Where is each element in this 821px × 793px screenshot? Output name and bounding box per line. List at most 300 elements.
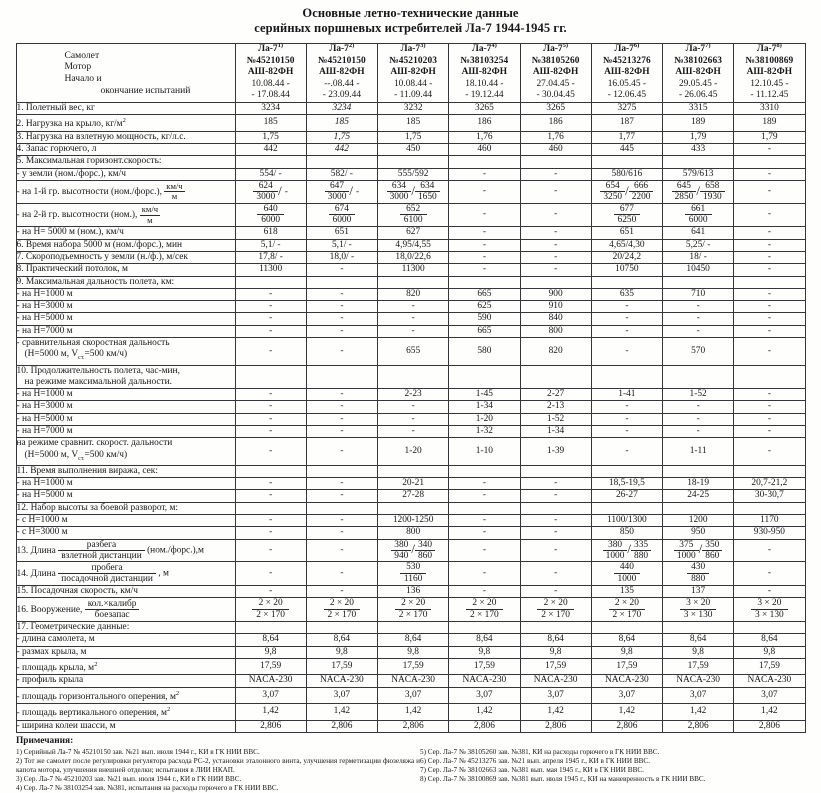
cell-col8: - [734,301,805,313]
table-row [16,325,805,337]
cell-col3 [378,156,449,168]
cell-col4: 1-45 [449,389,520,401]
cell-col2 [306,156,377,168]
table-row [16,168,805,180]
cell-col3: 9,8 [378,646,449,658]
cell-col3: 800 [378,527,449,539]
cell-col2: - [306,562,377,586]
cell-col1: 2,806 [235,720,306,732]
cell-col7: 9,8 [663,646,734,658]
cell-col8: 1170 [734,514,805,526]
cell-col1: 442 [235,143,306,155]
cell-col6: 17,59 [591,658,662,674]
cell-col3: 20-21 [378,478,449,490]
cell-col5: - [520,227,591,239]
cell-col5: 3265 [520,102,591,114]
cell-col2: - [306,264,377,276]
cell-col8 [734,502,805,514]
serial-number: №38103254 [460,55,509,66]
date-end: - 19.12.44 [465,90,504,101]
cell-col3: - [378,313,449,325]
cell-col7: 3315 [663,102,734,114]
cell-col5: 9,8 [520,646,591,658]
cell-col2: - [306,413,377,425]
engine-name: АШ-82ФН [604,67,650,78]
cell-col5: - [520,478,591,490]
column-header-6 [591,41,662,103]
cell-col5: 2-27 [520,389,591,401]
cell-col4 [449,365,520,389]
cell-col6: 1100/1300 [591,514,662,526]
specifications-table [16,43,806,733]
cell-col7: 1-11 [663,438,734,465]
cell-col5 [520,598,591,622]
notes-column-left [16,748,420,793]
date-start: 10.08.44 - [251,78,290,89]
cell-col6 [591,156,662,168]
cell-col6: - [591,413,662,425]
footnote-marker: 4) [491,41,497,49]
cell-col2: 582/ - [306,168,377,180]
value-fraction: $\frac{3 \times 20}{3 \times 130}$ [680,598,717,620]
cell-col1 [235,156,306,168]
cell-col8: - [734,227,805,239]
cell-col1: - [235,426,306,438]
table-row [16,687,805,703]
table-row [16,389,805,401]
cell-col5 [520,276,591,288]
cell-col2: - [306,288,377,300]
date-start: --.08.44 - [324,78,360,89]
cell-col1 [235,365,306,389]
cell-col1: NACA-230 [235,675,306,687]
cell-col3 [378,276,449,288]
row-label: - площадь горизонтального оперения, $м^2$ [16,687,235,703]
cell-col7: - [663,325,734,337]
cell-col7: 24-25 [663,490,734,502]
cell-col8: - [734,539,805,562]
table-row [16,102,805,114]
serial-number: №45210150 [317,55,366,66]
cell-col3: 2,806 [378,720,449,732]
cell-col5: - [520,264,591,276]
notes-section [16,736,805,793]
cell-col4: 186 [449,115,520,131]
cell-col4: - [449,227,520,239]
table-body [16,102,805,732]
cell-col8: 930-950 [734,527,805,539]
footnote-marker: 5) [562,41,569,49]
date-start: 27.04.45 - [536,78,575,89]
cell-col1: 618 [235,227,306,239]
table-row [16,539,805,562]
cell-col3: 17,59 [378,658,449,674]
table-row [16,478,805,490]
footnote-marker: 1) [277,41,284,49]
table-row [16,365,805,389]
cell-col3: 1200-1250 [378,514,449,526]
model-name: Ла-7 [756,44,777,54]
cell-col7 [663,465,734,477]
cell-col5: 800 [520,325,591,337]
row-label: - профиль крыла [16,675,235,687]
cell-col1: - [235,288,306,300]
value-fraction: $\frac{430}{880}$ [687,562,709,584]
cell-col6 [591,598,662,622]
serial-number: №45210203 [389,55,438,66]
cell-col6: 1,77 [591,131,662,143]
cell-col8: - [734,203,805,227]
cell-col4: - [449,527,520,539]
cell-col8: 2,806 [734,720,805,732]
cell-col1: 5,1/ - [235,239,306,251]
cell-col7: - [663,413,734,425]
cell-col3: 4,95/4,55 [378,239,449,251]
cell-col7: 570 [663,338,734,365]
value-double-fraction: 647 3000 / - [325,181,360,203]
cell-col6: 651 [591,227,662,239]
cell-col8: 17,59 [734,658,805,674]
cell-col1: - [235,586,306,598]
serial-number: №45210150 [246,55,295,66]
header-label-engine: Мотор [64,61,92,73]
notes-column-right [420,748,805,793]
cell-col1: 17,59 [235,658,306,674]
cell-col6: 9,8 [591,646,662,658]
cell-col2: - [306,527,377,539]
cell-col1: - [235,539,306,562]
row-label: - на H=1000 м [16,478,235,490]
cell-col7: 18/ - [663,251,734,263]
cell-col4 [449,465,520,477]
table-row [16,622,805,634]
cell-col4: 1-10 [449,438,520,465]
cell-col2: - [306,301,377,313]
cell-col5: 840 [520,313,591,325]
cell-col8: 8,64 [734,634,805,646]
cell-col8: - [734,338,805,365]
cell-col6: 20/24,2 [591,251,662,263]
cell-col1: - [235,490,306,502]
row-label: - на H=1000 м [16,389,235,401]
row-label: 4. Запас горючего, л [16,143,235,155]
footnote-marker: 7) [705,41,711,49]
cell-col2: 5,1/ - [306,239,377,251]
cell-col3 [378,365,449,389]
cell-col5 [520,365,591,389]
footnote-marker: 8) [776,41,782,49]
cell-col3 [378,502,449,514]
row-label: - ширина колеи шасси, м [16,720,235,732]
cell-col7: NACA-230 [663,675,734,687]
row-label: - на H=7000 м [16,325,235,337]
cell-col8: - [734,438,805,465]
cell-col6: 635 [591,288,662,300]
cell-col3: 450 [378,143,449,155]
cell-col5 [520,622,591,634]
cell-col3: - [378,301,449,313]
cell-col8 [734,156,805,168]
value-double-fraction: 380 1000 / 335 880 [603,540,651,562]
row-label: 5. Максимальная горизонт.скорость: [16,156,235,168]
table-row [16,156,805,168]
cell-col8: - [734,389,805,401]
cell-col7: 17,59 [663,658,734,674]
cell-col5: - [520,527,591,539]
cell-col5: 8,64 [520,634,591,646]
value-fraction: $\frac{677}{6250}$ [614,204,641,226]
cell-col3: - [378,325,449,337]
cell-col5: - [520,490,591,502]
cell-col5: 900 [520,288,591,300]
cell-col7: 189 [663,115,734,131]
row-label: - на H=7000 м [16,426,235,438]
cell-col3: - [378,413,449,425]
value-fraction: $\frac{2 \times 20}{2 \times 170}$ [395,598,432,620]
cell-col1: 17,8/ - [235,251,306,263]
cell-col4: 460 [449,143,520,155]
cell-col1: - [235,301,306,313]
cell-col5: - [520,539,591,562]
cell-col3 [378,562,449,586]
note-item: 2) Тот же самолет после регулировки регулятора расхода РС-2, установки эталонного винта, улучшения герметизации фюзеляжа и капота мотора, улучшения внешней отделки; испытания в ЛИИ НКАП. [16,756,420,775]
cell-col7: 5,25/ - [663,239,734,251]
note-item: 8) Сер. Ла-7 № 38100869 зав. №381 вып. июля 1945 г., КИ на маневренность в ГК НИИ ВВС. [420,775,706,784]
value-fraction: $\frac{2 \times 20}{2 \times 170}$ [324,598,361,620]
cell-col2: - [306,389,377,401]
cell-col5 [520,502,591,514]
cell-col2: 442 [306,143,377,155]
table-row [16,338,805,365]
cell-col1: - [235,514,306,526]
cell-col8: - [734,264,805,276]
cell-col3: - [378,401,449,413]
cell-col7: 10450 [663,264,734,276]
row-label: 7. Скороподъемность у земли (н./ф.), м/сек [16,251,235,263]
table-row [16,438,805,465]
cell-col8 [734,598,805,622]
cell-col5: 820 [520,338,591,365]
cell-col3 [378,539,449,562]
cell-col4: 1-20 [449,413,520,425]
cell-col7 [663,156,734,168]
cell-col4: 1-34 [449,401,520,413]
table-row [16,634,805,646]
column-header-5 [520,41,591,103]
row-label: 9. Максимальная дальность полета, км: [16,276,235,288]
cell-col3: 2-23 [378,389,449,401]
cell-col1 [235,203,306,227]
cell-col1: - [235,438,306,465]
value-fraction: $\frac{652}{6100}$ [400,204,427,226]
cell-col3: 1,42 [378,704,449,720]
cell-col7: 433 [663,143,734,155]
value-fraction: $\frac{2 \times 20}{2 \times 170}$ [252,598,289,620]
cell-col8: - [734,313,805,325]
row-label: 1. Полетный вес, кг [16,102,235,114]
engine-name: АШ-82ФН [746,67,793,78]
column-header-4 [449,41,520,103]
note-item: 7) Сер. Ла-7 № 38102663 зав. №381 вып. мая 1945 г., КИ в ГК НИИ ВВС. [420,766,644,775]
table-row [16,675,805,687]
cell-col2 [306,598,377,622]
cell-col1: 8,64 [235,634,306,646]
cell-col5: - [520,251,591,263]
cell-col2: 185 [306,115,377,131]
cell-col2 [306,502,377,514]
cell-col2: 17,59 [306,658,377,674]
cell-col8: - [734,143,805,155]
engine-name: АШ-82ФН [461,67,508,78]
note-item: 4) Сер. Ла-7 № 38103254 зав. №381, испытания на расходы горючего в ГК НИИ ВВС. [16,784,279,793]
cell-col8: 3310 [734,102,805,114]
cell-col8: - [734,426,805,438]
header-label-aircraft: Самолет [64,49,100,61]
cell-col4: NACA-230 [449,675,520,687]
value-double-fraction: 634 3000 / 634 1650 [387,181,440,203]
engine-name: АШ-82ФН [532,67,579,78]
cell-col8: 9,8 [734,646,805,658]
row-label: - на H=3000 м [16,401,235,413]
cell-col6: 1,42 [591,704,662,720]
cell-col4: 665 [449,288,520,300]
cell-col5: - [520,514,591,526]
cell-col4: - [449,239,520,251]
cell-col7: 1200 [663,514,734,526]
cell-col2: - [306,478,377,490]
date-start: 29.05.45 - [678,78,718,89]
unit-fraction: км/ч м [166,180,183,202]
header-labels-cell [16,44,235,103]
cell-col2: - [306,313,377,325]
cell-col6 [591,465,662,477]
cell-col8: 20,7-21,2 [734,478,805,490]
engine-name: АШ-82ФН [319,67,365,78]
cell-col1: 185 [235,115,306,131]
cell-col4 [449,276,520,288]
cell-col5: 910 [520,301,591,313]
cell-col4: 3265 [449,102,520,114]
table-row [16,264,805,276]
cell-col7: - [663,301,734,313]
cell-col7: 3,07 [663,687,734,703]
cell-col3: 185 [378,115,449,131]
serial-number: №45213276 [602,55,651,66]
cell-col6 [591,276,662,288]
value-fraction: $\frac{674}{6000}$ [329,204,356,226]
cell-col5 [520,465,591,477]
table-row [16,180,805,203]
cell-col7: 579/613 [663,168,734,180]
cell-col4: - [449,203,520,227]
table-row [16,465,805,477]
cell-col4: 9,8 [449,646,520,658]
cell-col2 [306,465,377,477]
row-label: - длина самолета, м [16,634,235,646]
cell-col3: - [378,426,449,438]
column-header-8 [734,41,805,103]
footnote-marker: 2) [348,41,355,49]
cell-col8: - [734,180,805,203]
cell-col8: 3,07 [734,687,805,703]
label-fraction: кол.×калибр боезапас [85,599,140,620]
cell-col1: - [235,562,306,586]
value-fraction: $\frac{3 \times 20}{3 \times 130}$ [751,598,788,620]
row-label: - площадь вертикального оперения, $м^2$ [16,704,235,720]
table-row [16,658,805,674]
cell-col2: 3234 [306,102,377,114]
row-label: - на H=3000 м [16,301,235,313]
cell-col3: NACA-230 [378,675,449,687]
row-label: 8. Практический потолок, м [16,264,235,276]
cell-col4: - [449,251,520,263]
cell-col1 [235,276,306,288]
cell-col3: 136 [378,586,449,598]
row-label: - с H=1000 м [16,514,235,526]
row-label: - на H=5000 м [16,413,235,425]
title-line-2: серийных поршневых истребителей Ла-7 1944-1945 гг. [254,21,567,35]
cell-col1: 554/ - [235,168,306,180]
cell-col6: - [591,438,662,465]
cell-col5: 1-34 [520,426,591,438]
cell-col6 [591,562,662,586]
cell-col6: - [591,426,662,438]
value-fraction: $\frac{2 \times 20}{2 \times 170}$ [609,598,646,620]
table-row [16,646,805,658]
cell-col6: 18,5-19,5 [591,478,662,490]
value-fraction: $\frac{661}{6000}$ [685,204,712,226]
cell-col7: 1-52 [663,389,734,401]
cell-col1: 9,8 [235,646,306,658]
date-end: - 23.09.44 [322,90,362,101]
cell-col4: - [449,490,520,502]
cell-col3: 1,75 [378,131,449,143]
cell-col4: 1,76 [449,131,520,143]
model-name: Ла-7 [258,44,278,54]
cell-col3: 11300 [378,264,449,276]
cell-col2: 2,806 [306,720,377,732]
cell-col4: 580 [449,338,520,365]
label-fraction: разбега взлетной дистанции [58,540,145,561]
cell-col8: - [734,239,805,251]
cell-col5: - [520,239,591,251]
cell-col3: 3,07 [378,687,449,703]
cell-col5: 17,59 [520,658,591,674]
row-label: - площадь крыла, $м^2$ [16,658,235,674]
cell-col5: 1,42 [520,704,591,720]
row-label: 3. Нагрузка на взлетную мощность, кг/л.с. [16,131,235,143]
cell-col1: 1,42 [235,704,306,720]
engine-name: АШ-82ФН [247,67,294,78]
table-row [16,251,805,263]
cell-col3 [378,465,449,477]
cell-col2: - [306,490,377,502]
cell-col6: 580/616 [591,168,662,180]
unit-fraction: км/ч м [141,204,159,225]
row-label: 17. Геометрические данные: [16,622,235,634]
row-label: - на H= 5000 м (ном.), км/ч [16,227,235,239]
cell-col3: 820 [378,288,449,300]
table-row [16,401,805,413]
cell-col2: - [306,325,377,337]
table-row [16,239,805,251]
cell-col2 [306,365,377,389]
cell-col2: 18,0/ - [306,251,377,263]
column-header-2 [306,41,377,103]
model-name: Ла-7 [329,44,349,54]
cell-col3: 8,64 [378,634,449,646]
cell-col7: - [663,401,734,413]
